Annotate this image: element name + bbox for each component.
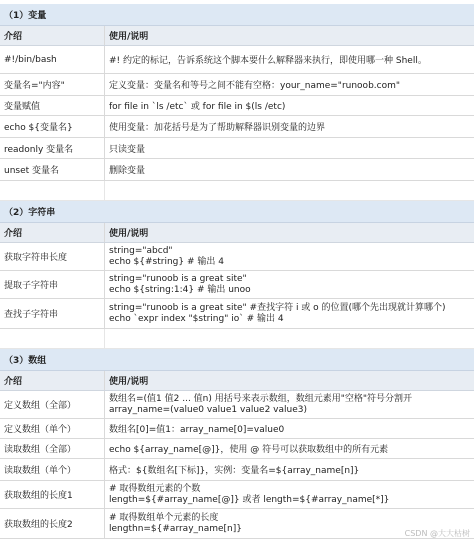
row-value <box>105 391 474 418</box>
header-intro: 介绍 <box>0 371 105 390</box>
header-usage: 使用/说明 <box>109 229 149 239</box>
table-row <box>0 419 474 439</box>
table-row <box>0 74 474 96</box>
value-line: # 取得数组单个元素的长度 <box>109 512 219 523</box>
table-row <box>0 391 474 419</box>
row-label: 查找子字符串 <box>0 299 105 328</box>
blank-row <box>0 329 474 349</box>
table-row <box>0 509 474 539</box>
table-row <box>0 46 474 74</box>
value-line: length=${#array_name[@]} 或者 length=${#array_name[*]} <box>109 494 390 505</box>
section-title-arrays <box>0 349 474 371</box>
row-label: 读取数组（单个） <box>0 459 105 480</box>
table-row <box>0 116 474 138</box>
row-value: 删除变量 <box>109 166 146 176</box>
row-value: 使用变量：加花括号是为了帮助解释器识别变量的边界 <box>109 123 326 133</box>
value-line: lengthn=${#array_name[n]} <box>109 523 243 534</box>
row-label: 变量名="内容" <box>0 74 105 95</box>
row-label: 获取数组的长度2 <box>0 509 105 538</box>
row-label: 获取数组的长度1 <box>0 481 105 508</box>
table-row <box>0 243 474 271</box>
value-line: echo ${#string} # 输出 4 <box>109 256 224 267</box>
row-value: 格式：${数组名[下标]}，实例：变量名=${array_name[n]} <box>109 466 360 476</box>
table-header <box>0 371 474 391</box>
header-intro: 介绍 <box>0 26 105 45</box>
value-line: 数组名=(值1 值2 ... 值n) 用括号来表示数组，数组元素用"空格"符号分割开 <box>109 393 413 404</box>
value-line: array_name=(value0 value1 value2 value3) <box>109 404 308 415</box>
table-row <box>0 96 474 116</box>
table-row <box>0 299 474 329</box>
watermark-text: CSDN @大大枯树 <box>404 529 470 538</box>
value-line: string="runoob is a great site" <box>109 273 247 284</box>
table-header <box>0 223 474 243</box>
value-line: echo ${string:1:4} # 输出 unoo <box>109 284 251 295</box>
row-value <box>105 271 474 298</box>
row-value: echo ${array_name[@]}，使用 @ 符号可以获取数组中的所有元素 <box>109 445 389 455</box>
row-value: 定义变量：变量名和等号之间不能有空格：your_name="runoob.com" <box>109 81 400 91</box>
row-label: 提取子字符串 <box>0 271 105 298</box>
row-value: 数组名[0]=值1：array_name[0]=value0 <box>109 425 285 435</box>
row-label: 定义数组（全部） <box>0 391 105 418</box>
section-title: （2）字符串 <box>4 208 56 218</box>
row-label: 读取数组（全部） <box>0 439 105 458</box>
row-value <box>105 243 474 270</box>
row-label: 变量赋值 <box>0 96 105 115</box>
row-label: 定义数组（单个） <box>0 419 105 438</box>
row-value: #! 约定的标记，告诉系统这个脚本要什么解释器来执行，即使用哪一种 Shell。 <box>109 56 427 66</box>
row-value: 只读变量 <box>109 144 146 155</box>
header-intro: 介绍 <box>0 223 105 242</box>
blank-row <box>0 181 474 201</box>
row-label: 获取字符串长度 <box>0 243 105 270</box>
value-line: # 取得数组元素的个数 <box>109 483 201 494</box>
table-row <box>0 271 474 299</box>
table-row <box>0 159 474 181</box>
table-row <box>0 459 474 481</box>
row-value: for file in `ls /etc` 或 for file in $(ls /etc) <box>109 102 286 112</box>
section-title: （1）变量 <box>4 11 47 21</box>
blank-cell <box>0 329 105 348</box>
value-line: string="runoob is a great site" #查找字符 i 或 o 的位置(哪个先出现就计算哪个) <box>109 302 446 313</box>
row-value <box>105 481 474 508</box>
table-header <box>0 26 474 46</box>
row-label: echo ${变量名} <box>0 116 105 137</box>
section-title-strings <box>0 201 474 223</box>
table-row <box>0 439 474 459</box>
row-label: #!/bin/bash <box>0 46 105 73</box>
table-row <box>0 481 474 509</box>
blank-cell <box>0 181 105 200</box>
value-line: string="abcd" <box>109 245 173 256</box>
row-label: unset 变量名 <box>0 159 105 180</box>
section-title: （3）数组 <box>4 356 47 366</box>
table-row <box>0 138 474 159</box>
header-usage: 使用/说明 <box>109 32 149 42</box>
row-label: readonly 变量名 <box>0 138 105 158</box>
section-title-variables <box>0 4 474 26</box>
value-line: echo `expr index "$string" io` # 输出 4 <box>109 313 284 324</box>
row-value <box>105 299 474 328</box>
header-usage: 使用/说明 <box>109 377 149 387</box>
